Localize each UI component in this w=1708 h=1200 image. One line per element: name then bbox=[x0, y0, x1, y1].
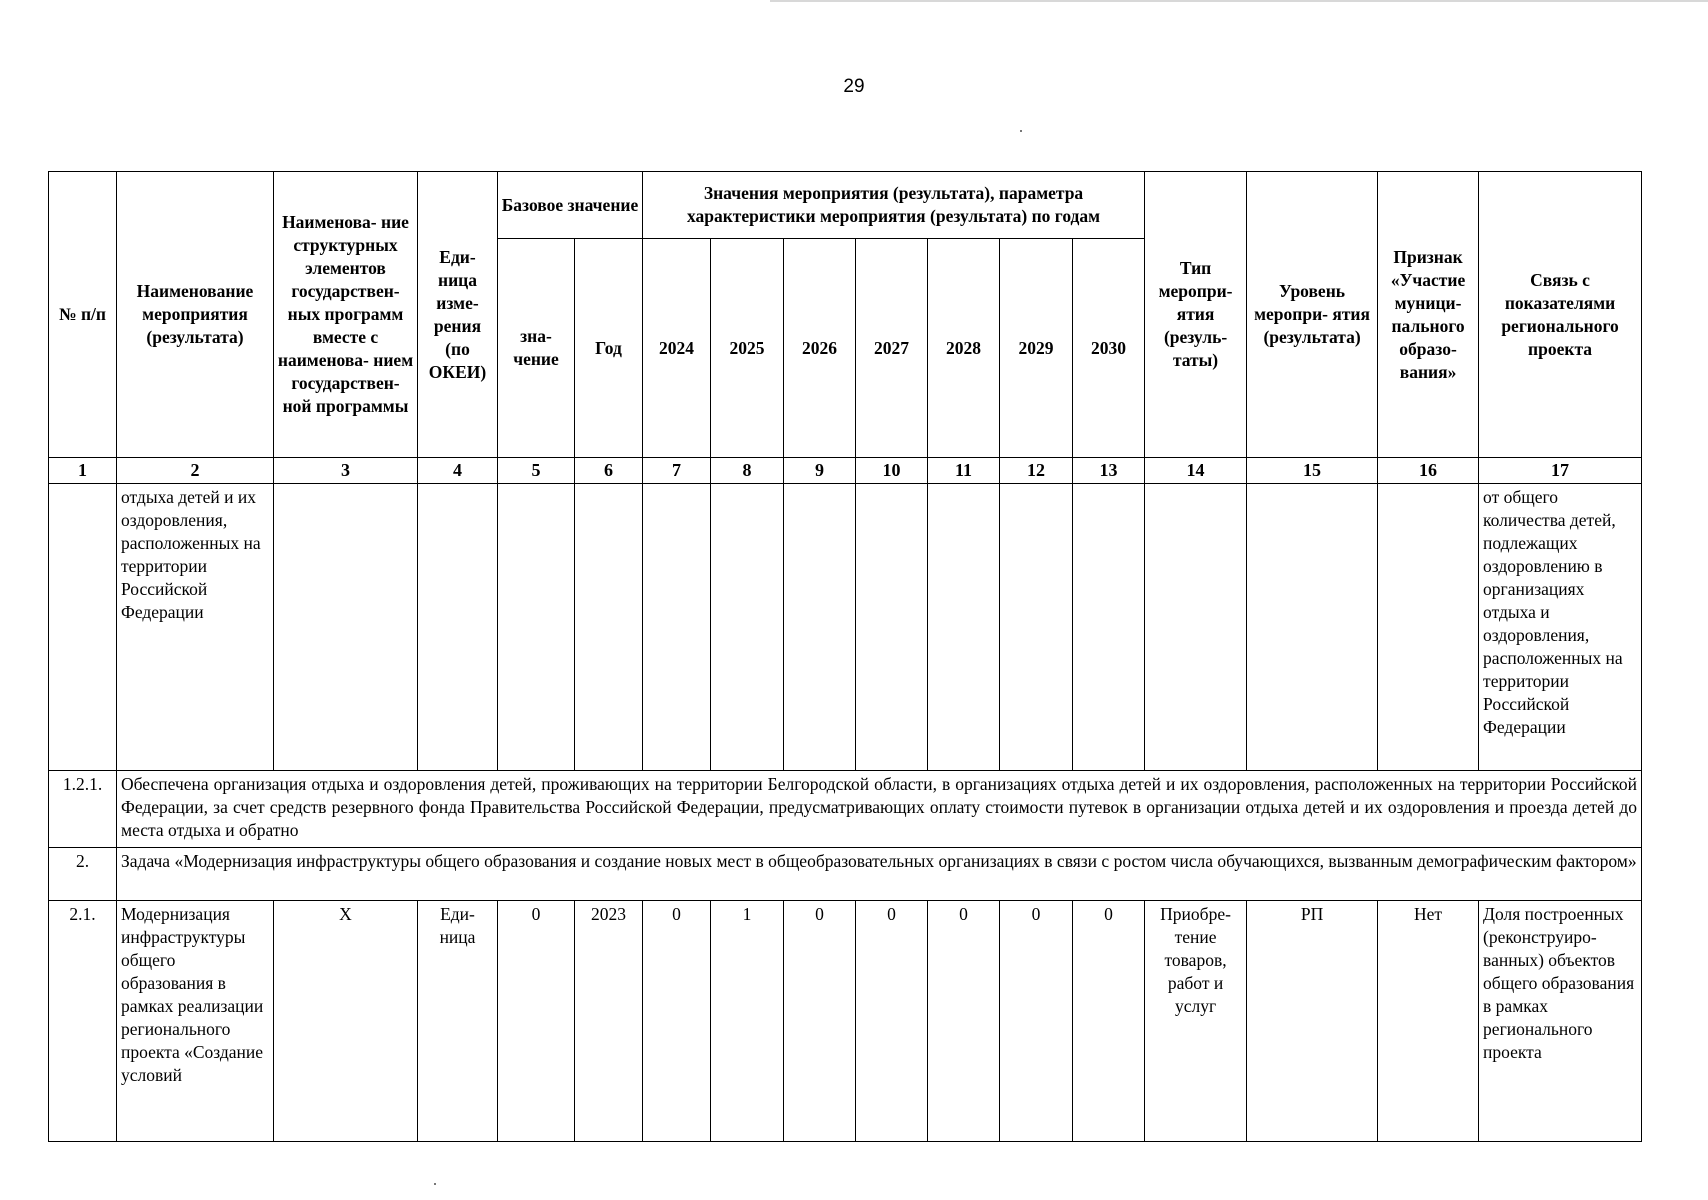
header-year-2029: 2029 bbox=[1000, 239, 1073, 458]
measures-table bbox=[48, 171, 1642, 1142]
cell-level: РП bbox=[1247, 901, 1378, 1142]
table-row-2 bbox=[49, 848, 1642, 901]
column-number: 1 bbox=[49, 458, 117, 484]
cell-empty bbox=[1378, 484, 1479, 771]
cell-value-2026: 0 bbox=[784, 901, 856, 1142]
header-year-2024: 2024 bbox=[643, 239, 711, 458]
cell-struct: X bbox=[274, 901, 418, 1142]
column-number: 6 bbox=[575, 458, 643, 484]
cell-no: 2. bbox=[49, 848, 117, 901]
scan-speck bbox=[434, 1183, 436, 1185]
header-values-by-year: Значения мероприятия (результата), параметра характеристики мероприятия (результата) по годам bbox=[643, 172, 1145, 239]
scan-edge-line bbox=[770, 0, 1708, 2]
header-year-2028: 2028 bbox=[928, 239, 1000, 458]
column-number: 13 bbox=[1073, 458, 1145, 484]
cell-empty bbox=[784, 484, 856, 771]
table-row-1-2-1 bbox=[49, 771, 1642, 848]
header-type: Тип меропри- ятия (резуль- таты) bbox=[1145, 172, 1247, 458]
header-row-top bbox=[49, 172, 1642, 239]
column-number: 2 bbox=[117, 458, 274, 484]
header-level: Уровень меропри- ятия (результата) bbox=[1247, 172, 1378, 458]
cell-link: от общего количества детей, подлежащих оздоровлению в организациях отдыха и оздоровления, расположенных на территории Российской Федерации bbox=[1479, 484, 1642, 771]
header-base-year: Год bbox=[575, 239, 643, 458]
column-number: 15 bbox=[1247, 458, 1378, 484]
column-number: 3 bbox=[274, 458, 418, 484]
column-number: 12 bbox=[1000, 458, 1073, 484]
column-number: 5 bbox=[498, 458, 575, 484]
cell-empty bbox=[1247, 484, 1378, 771]
header-municipal: Признак «Участие муници- пального образо- вания» bbox=[1378, 172, 1479, 458]
cell-empty bbox=[274, 484, 418, 771]
cell-unit: Еди- ница bbox=[418, 901, 498, 1142]
cell-empty bbox=[1000, 484, 1073, 771]
column-number: 11 bbox=[928, 458, 1000, 484]
cell-name: Модернизация инфраструктуры общего образования в рамках реализации регионального проекта «Создание условий bbox=[117, 901, 274, 1142]
cell-type: Приобре- тение товаров, работ и услуг bbox=[1145, 901, 1247, 1142]
page-number: 29 bbox=[843, 76, 865, 97]
cell-base-year: 2023 bbox=[575, 901, 643, 1142]
header-struct: Наименова- ние структурных элементов государствен- ных программ вместе с наименова- нием государствен- ной программы bbox=[274, 172, 418, 458]
column-number: 14 bbox=[1145, 458, 1247, 484]
cell-no: 1.2.1. bbox=[49, 771, 117, 848]
column-number: 8 bbox=[711, 458, 784, 484]
cell-no bbox=[49, 484, 117, 771]
column-number: 10 bbox=[856, 458, 928, 484]
cell-name: отдыха детей и их оздоровления, расположенных на территории Российской Федерации bbox=[117, 484, 274, 771]
header-no: № п/п bbox=[49, 172, 117, 458]
cell-empty bbox=[643, 484, 711, 771]
table-row-continuation bbox=[49, 484, 1642, 771]
cell-empty bbox=[575, 484, 643, 771]
header-year-2025: 2025 bbox=[711, 239, 784, 458]
header-unit: Еди- ница изме- рения (по ОКЕИ) bbox=[418, 172, 498, 458]
cell-base-value: 0 bbox=[498, 901, 575, 1142]
column-number: 9 bbox=[784, 458, 856, 484]
cell-value-2027: 0 bbox=[856, 901, 928, 1142]
column-number: 16 bbox=[1378, 458, 1479, 484]
header-year-2030: 2030 bbox=[1073, 239, 1145, 458]
cell-value-2029: 0 bbox=[1000, 901, 1073, 1142]
header-base-value: зна- чение bbox=[498, 239, 575, 458]
cell-empty bbox=[498, 484, 575, 771]
header-name: Наименование мероприятия (результата) bbox=[117, 172, 274, 458]
cell-empty bbox=[711, 484, 784, 771]
header-link: Связь с показателями регионального проекта bbox=[1479, 172, 1642, 458]
cell-no: 2.1. bbox=[49, 901, 117, 1142]
column-number: 4 bbox=[418, 458, 498, 484]
cell-empty bbox=[928, 484, 1000, 771]
cell-empty bbox=[1073, 484, 1145, 771]
cell-empty bbox=[1145, 484, 1247, 771]
cell-value-2028: 0 bbox=[928, 901, 1000, 1142]
column-number-row bbox=[49, 458, 1642, 484]
cell-link: Доля построенных (реконструиро- ванных) объектов общего образования в рамках регионального проекта bbox=[1479, 901, 1642, 1142]
cell-empty bbox=[856, 484, 928, 771]
cell-value-2030: 0 bbox=[1073, 901, 1145, 1142]
cell-merged-text: Обеспечена организация отдыха и оздоровления детей, проживающих на территории Белгородской области, в организациях отдыха детей и их оздоровления, расположенных на территории Российской Федерации, за счет средств резервного фонда Правительства Российской Федерации, предусматривающих оплату стоимости путевок в организации отдыха детей и их оздоровления и проезда детей до места отдыха и обратно bbox=[117, 771, 1642, 848]
cell-value-2025: 1 bbox=[711, 901, 784, 1142]
header-base: Базовое значение bbox=[498, 172, 643, 239]
cell-value-2024: 0 bbox=[643, 901, 711, 1142]
cell-municipal: Нет bbox=[1378, 901, 1479, 1142]
column-number: 7 bbox=[643, 458, 711, 484]
cell-empty bbox=[418, 484, 498, 771]
cell-task-text: Задача «Модернизация инфраструктуры общего образования и создание новых мест в общеобразовательных организациях в связи с ростом числа обучающихся, вызванным демографическим фактором» bbox=[117, 848, 1642, 901]
table-row-2-1 bbox=[49, 901, 1642, 1142]
header-year-2026: 2026 bbox=[784, 239, 856, 458]
scan-speck bbox=[1020, 130, 1022, 132]
column-number: 17 bbox=[1479, 458, 1642, 484]
header-year-2027: 2027 bbox=[856, 239, 928, 458]
